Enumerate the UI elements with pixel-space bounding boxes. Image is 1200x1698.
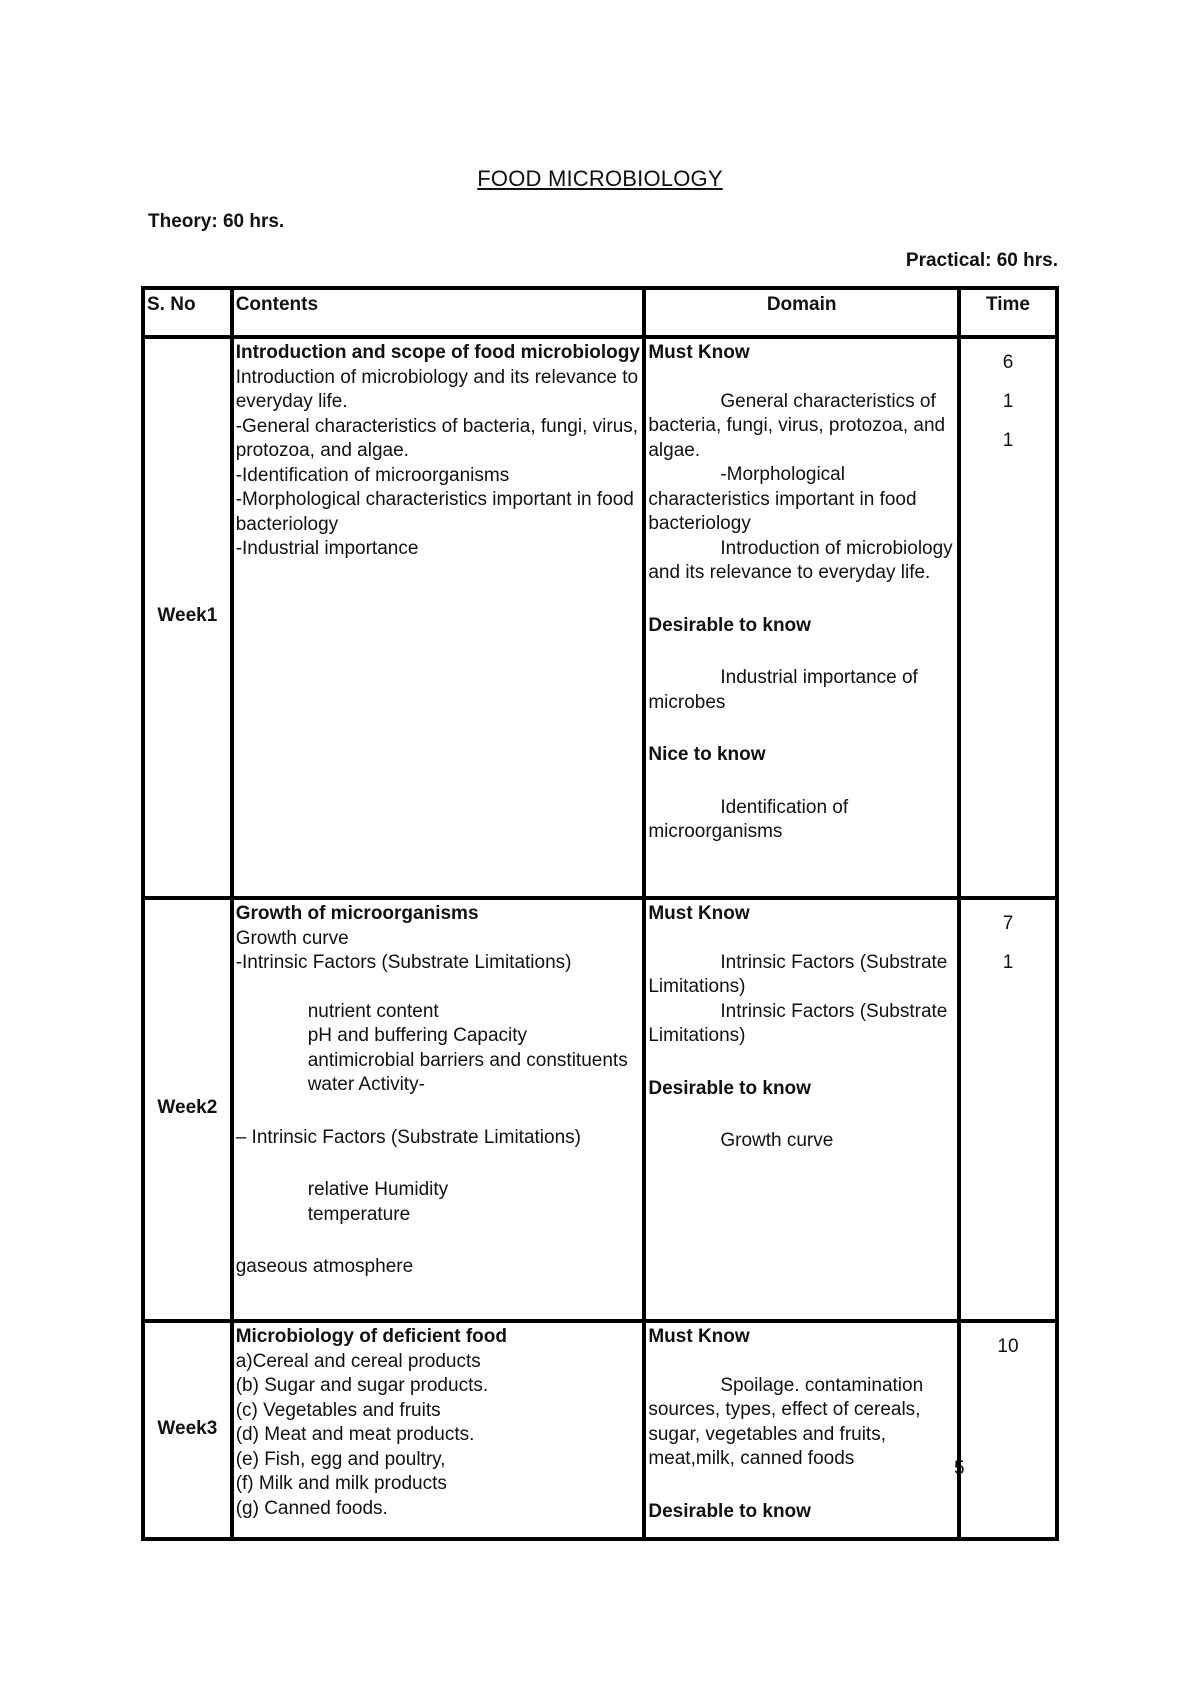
time-value: 1	[1002, 430, 1014, 451]
domain-item: Intrinsic Factors (Substrate Limitations)	[648, 1000, 948, 1046]
domain-item: Spoilage. contamination sources, types, effect of cereals, sugar, vegetables and fruits, meat,milk, canned foods	[648, 1374, 924, 1469]
contents-line: (f) Milk and milk products	[235, 1473, 447, 1494]
page-title: FOOD MICROBIOLOGY	[477, 166, 723, 191]
time-value: 7	[1002, 913, 1014, 934]
contents-line: – Intrinsic Factors (Substrate Limitations)	[235, 1126, 581, 1148]
table-row	[143, 898, 1057, 1321]
theory-hours: Theory: 60 hrs.	[148, 211, 285, 232]
table-row	[143, 337, 1057, 898]
syllabus-table	[141, 286, 1059, 1541]
contents-subline: temperature	[307, 1203, 411, 1225]
desirable-heading: Desirable to know	[648, 1500, 811, 1522]
contents-line: -Industrial importance	[235, 538, 419, 559]
table-header-row	[143, 288, 1057, 337]
domain-item: -Morphological characteristics important in food bacteriology	[648, 464, 917, 534]
contents-title: Microbiology of deficient food	[235, 1326, 507, 1347]
contents-title: Growth of microorganisms	[235, 903, 479, 924]
contents-cell	[232, 337, 645, 898]
contents-line: (g) Canned foods.	[235, 1497, 388, 1519]
domain-cell	[644, 1321, 959, 1539]
desirable-heading: Desirable to know	[648, 1077, 811, 1099]
practical-hours: Practical: 60 hrs.	[905, 250, 1058, 271]
contents-line: -Identification of microorganisms	[235, 464, 510, 486]
nice-heading: Nice to know	[648, 744, 766, 765]
time-cell	[959, 337, 1057, 898]
domain-item: General characteristics of bacteria, fungi, virus, protozoa, and algae.	[648, 390, 946, 461]
table-row	[143, 1321, 1057, 1539]
domain-cell	[644, 898, 959, 1321]
time-cell	[959, 1321, 1057, 1539]
domain-item: Identification of microorganisms	[648, 796, 849, 842]
header-contents: Contents	[232, 288, 645, 337]
contents-subline: pH and buffering Capacity	[307, 1025, 528, 1046]
domain-cell	[644, 337, 959, 898]
contents-title: Introduction and scope of food microbiology	[235, 342, 640, 363]
contents-line: (e) Fish, egg and poultry,	[235, 1448, 446, 1470]
time-value: 10	[997, 1336, 1019, 1357]
contents-line: Introduction of microbiology and its relevance to everyday life.	[235, 366, 639, 412]
domain-item: Growth curve	[720, 1130, 834, 1151]
week-label: Week1	[143, 337, 232, 898]
contents-line: Growth curve	[235, 927, 349, 949]
contents-line: (d) Meat and meat products.	[235, 1424, 475, 1445]
contents-line: (c) Vegetables and fruits	[235, 1399, 441, 1421]
header-domain: Domain	[644, 288, 959, 337]
contents-subline: relative Humidity	[307, 1179, 449, 1200]
contents-cell	[232, 1321, 645, 1539]
contents-subline: water Activity-	[307, 1074, 425, 1095]
contents-subline: antimicrobial barriers and constituents	[307, 1049, 628, 1071]
contents-line: -General characteristics of bacteria, fungi, virus, protozoa, and algae.	[235, 415, 639, 461]
week-label: Week2	[143, 898, 232, 1321]
contents-line: -Morphological characteristics important in food bacteriology	[235, 489, 634, 535]
must-know-heading: Must Know	[648, 1326, 750, 1347]
desirable-heading: Desirable to know	[648, 614, 811, 636]
domain-item: Intrinsic Factors (Substrate Limitations)	[648, 951, 948, 997]
week-label: Week3	[143, 1321, 232, 1539]
domain-item: Industrial importance of microbes	[648, 667, 918, 713]
must-know-heading: Must Know	[648, 903, 750, 924]
time-value: 6	[1002, 352, 1014, 373]
contents-cell	[232, 898, 645, 1321]
contents-subline: nutrient content	[307, 1000, 439, 1022]
header-sno: S. No	[143, 288, 232, 337]
time-value: 1	[1002, 391, 1014, 412]
contents-line: a)Cereal and cereal products	[235, 1350, 481, 1372]
contents-line: (b) Sugar and sugar products.	[235, 1375, 489, 1396]
must-know-heading: Must Know	[648, 342, 750, 363]
header-time: Time	[959, 288, 1057, 337]
contents-line: gaseous atmosphere	[235, 1256, 414, 1277]
domain-item: Introduction of microbiology and its relevance to everyday life.	[648, 537, 953, 583]
time-cell	[959, 898, 1057, 1321]
time-value: 1	[1002, 952, 1014, 973]
stray-page-mark: 5	[954, 1458, 965, 1479]
contents-line: -Intrinsic Factors (Substrate Limitations)	[235, 952, 572, 973]
